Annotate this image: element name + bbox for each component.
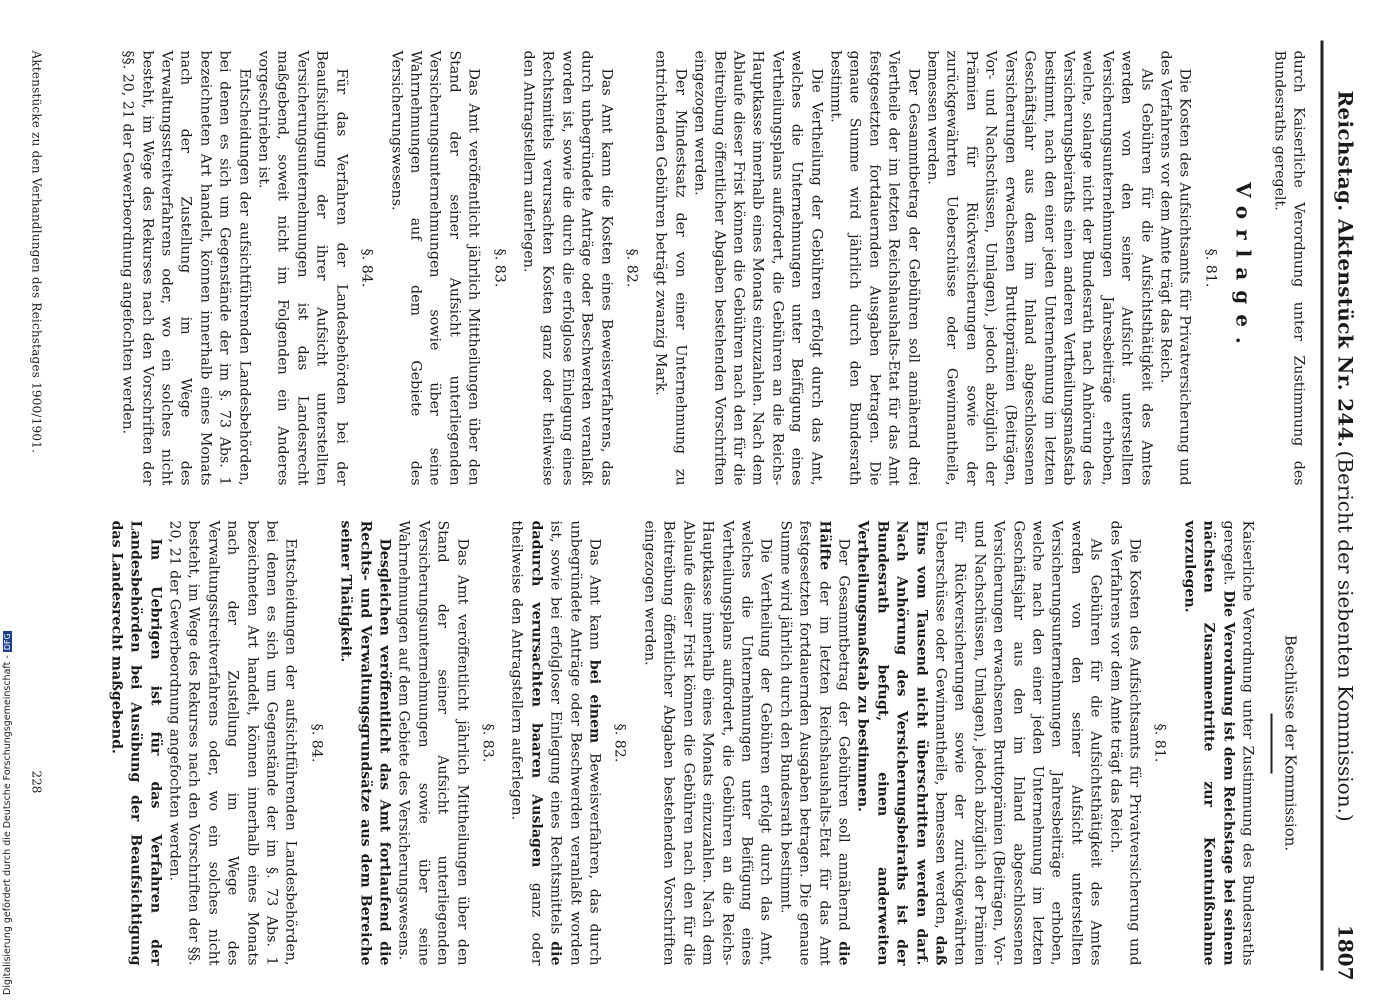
left-s81-p4: Die Vertheilung der Gebühren erfolgt durch das Amt, welches die Unternehmungen unter Beifügung eines Vertheilungsplans auffordert, die Gebühren an die Reichs-Hauptkasse innerhalb eines Monats einzuzahlen. Nach dem Ablaufe dieser Frist können die Gebühren nach den für die Beitreibung öffentlicher Abgaben bestehenden Vorschriften eingezogen werden. [691, 50, 824, 485]
running-head-subtitle: (Bericht der siebenten Kommission.) [1333, 450, 1357, 822]
left-s81-p3: Der Gesammtbetrag der Gebühren soll annähernd drei Viertheile der im letzten Reichshaushalts-Etat für das Amt festgesetzten fortdauernden Ausgaben betragen. Die genaue Summe wird jährlich durch den Bundesrath bestimmt. [827, 50, 921, 485]
right-s82-e: ganz oder theilweise den Antragstellern auferlegen. [508, 520, 544, 965]
right-s83-number: §. 83. [479, 723, 496, 762]
left-s83-p1: Das Amt veröffentlicht jährlich Mittheilungen über den Stand der seiner Aufsicht unterliegenden Versicherungsunternehmungen sowie über seine Wahrnehmungen auf dem Gebiete des Versicherungswesens. [387, 50, 482, 485]
left-s84-p1: Für das Verfahren der Landesbehörden bei der Beaufsichtigung der ihrer Aufsicht unterstellten Versicherungsunternehmungen ist das Landesrecht maßgebend, soweit nicht im Folgenden ein Anderes vorgeschrieben ist. [255, 50, 349, 485]
left-s84-number: §. 84. [358, 248, 375, 287]
right-s83-p2: Desgleichen veröffentlicht das Amt fortlaufend die Rechts- und Verwaltungsgrundsätze aus dem Bereiche seiner Thätigkeit. [337, 520, 393, 965]
left-s82-number: §. 82. [623, 248, 639, 287]
right-s82-number: §. 82. [611, 723, 628, 762]
right-intro-text: Kaiserliche Verordnung unter Zustimmung des Bundesraths geregelt. [1219, 520, 1256, 965]
right-s82-bold-1: bei einem [586, 659, 603, 743]
left-s83-number: §. 83. [490, 248, 507, 287]
header-rule [1320, 40, 1323, 970]
right-heading: Beschlüsse der Kommission. [1281, 634, 1299, 851]
right-s81-p2-text: Als Gebühren für die Aufsichtsthätigkeit des Amtes werden von den seiner Aufsicht unterstellten Versicherungsunternehmungen Jahresbeiträge erhoben, welche nach den einer jeden Unternehmung im letzten Geschäftsjahr aus den im Inland abgeschlossenen Versicherungen erwachsenen Bruttoprämien (Beiträgen, Vor- und Nachschüssen, Umlagen), jedoch abzüglich der Prämien für Rückversicherungen sowie der zurückgewährten Ueberschüsse oder Gewinnantheile, bemessen werden, [932, 520, 1104, 965]
right-s81-p4: Die Vertheilung der Gebühren erfolgt durch das Amt, welches die Unternehmungen unter Beifügung eines Vertheilungsplans auffordert, die Gebühren an die Reichs-Hauptkasse innerhalb eines Monats einzuzahlen. Nach dem Ablaufe dieser Frist können die Gebühren nach den für die Beitreibung öffentlicher Abgaben bestehenden Vorschriften eingezogen werden. [640, 520, 774, 965]
left-s81-p5: Der Mindestsatz der von einer Unternehmung zu entrichtenden Gebühren beträgt zwanzig Mark. [652, 50, 688, 485]
right-s82-bold-2: die dadurch verursachten baaren Auslagen [527, 520, 564, 965]
digitization-note [2, 631, 13, 995]
footer-source: Aktenstücke zu den Verhandlungen des Reichstages 1900/1901. [29, 50, 43, 453]
heading-divider [1270, 713, 1272, 773]
right-s81-p2-addition: daß Eins vom Tausend nicht überschritten werden darf. Nach Anhörung des Versicherungsbeiraths ist der Bundesrath befugt, einen anderweiten Vertheilungsmaßstab zu bestimmen. [854, 520, 948, 965]
right-s82-p1 [506, 520, 603, 965]
left-s81-p2: Als Gebühren für die Aufsichtsthätigkeit des Amtes werden von den seiner Aufsicht unterstellten Versicherungsunternehmungen Jahresbeiträge erhoben, welche, solange nicht der Bundesrath nach Anhörung des Versicherungsbeiraths einen anderen Vertheilungsmaßstab bestimmt, nach den einer jeden Unternehmung im letzten Geschäftsjahr aus dem im Inland abgeschlossenen Versicherungen erwachsenen Bruttoprämien (Beiträgen, Vor- und Nachschüssen, Umlagen), jedoch abzüglich der Prämien für Rückversicherungen sowie der zurückgewährten Ueberschüsse oder Gewinnantheile, bemessen werden. [924, 50, 1154, 485]
column-beschluesse [105, 520, 1307, 965]
right-s82-a: Das Amt kann [586, 538, 603, 660]
right-s81-p3-bold: die Hälfte [815, 520, 851, 965]
right-s84-p2: Im Uebrigen ist für das Verfahren der Landesbehörden bei Ausübung der Beaufsichtigung das Landesrecht maßgebend. [107, 520, 163, 965]
right-s81-p3 [774, 520, 852, 965]
right-intro [1178, 520, 1256, 965]
page-number: 1807 [1333, 924, 1357, 980]
right-s81-p3-c: der im letzten Reichshaushalts-Etat für das Amt festgesetzten fortdauernden Ausgaben betragen. Die genaue Summe wird jährlich durch den Bundesrath bestimmt. [776, 520, 832, 965]
right-s82-c: Beweisverfahren, das durch unbegründete Anträge oder Beschwerden veranlaßt worden ist, sowie bei erfolgloser Einlegung eines Rechtsmittels [547, 520, 603, 966]
running-head-title: Reichstag. Aktenstück Nr. 244. [1333, 90, 1357, 448]
right-s84-p1: Entscheidungen der aufsichtführenden Landesbehörden, bei denen es sich um Gegenstände der im §. 73 Abs. 1 bezeichneten Art handelt, können innerhalb eines Monats nach der Zustellung im Wege des Verwaltungsstreitverfahrens oder, wo ein solches nicht besteht, im Wege des Rekurses nach den Vorschriften der §§. 20, 21 der Gewerbeordnung angefochten werden. [165, 520, 299, 965]
right-s81-p1: Die Kosten des Aufsichtsamts für Privatversicherung und des Verfahrens vor dem Amte trägt das Reich. [1106, 520, 1143, 965]
digitization-note-text: Digitalisierung gefördert durch die Deutsche Forschungsgemeinschaft - [2, 655, 13, 995]
right-s83-p1: Das Amt veröffentlicht jährlich Mittheilungen über den Stand der seiner Aufsicht unterliegenden Versicherungsunternehmungen sowie über seine Wahrnehmungen auf dem Gebiete des Versicherungswesens. [395, 520, 470, 965]
right-s84-number: §. 84. [307, 723, 324, 762]
right-s81-p2 [852, 520, 1104, 965]
left-s84-p2: Entscheidungen der aufsichtführenden Landesbehörden, bei denen es sich um Gegenstände der im §. 73 Abs. 1 bezeichneten Art handelt, können innerhalb eines Monats nach der Zustellung im Wege des Verwaltungsstreitverfahrens oder, wo ein solches nicht besteht, im Wege des Rekurses nach den Vorschriften der §§. 20, 21 der Gewerbeordnung angefochten werden. [119, 50, 252, 485]
right-s81-p3-a: Der Gesammtbetrag der Gebühren soll annähernd [834, 538, 851, 941]
column-vorlage [117, 50, 1307, 485]
left-heading: Vorlage. [1231, 181, 1256, 354]
dfg-logo: DFG [3, 633, 12, 651]
right-intro-addition: Die Verordnung ist dem Reichstage bei seinem nächsten Zusammentritte zur Kenntnißnahme vorzulegen. [1180, 520, 1236, 965]
left-s82-p1: Das Amt kann die Kosten eines Beweisverfahrens, das durch unbegründete Anträge oder Beschwerden veranlaßt worden ist, sowie die durch die erfolglose Einlegung eines Rechtsmittels verursachten Kosten ganz oder theilweise den Antragstellern auferlegen. [519, 50, 614, 485]
left-intro: durch Kaiserliche Verordnung unter Zustimmung des Bundesraths geregelt. [1270, 50, 1306, 485]
right-s81-number: §. 81. [1151, 723, 1168, 762]
running-head [1325, 40, 1365, 980]
left-s81-p1: Die Kosten des Aufsichtsamts für Privatversicherung und des Verfahrens vor dem Amte trägt das Reich. [1156, 50, 1193, 485]
left-s81-number: §. 81. [1201, 248, 1218, 287]
footer-page-number: 228 [29, 770, 43, 793]
